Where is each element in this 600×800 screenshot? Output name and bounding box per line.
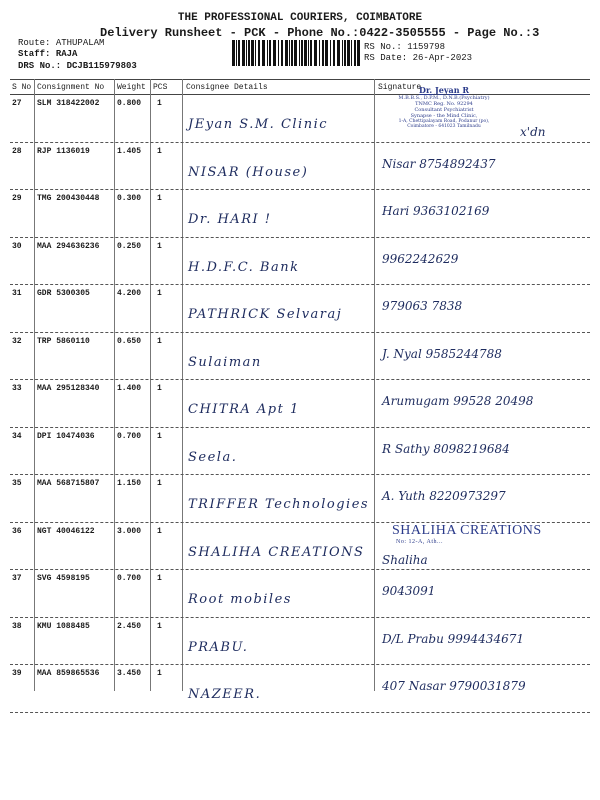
row-consignee-handwriting: Sulaiman — [188, 354, 262, 370]
barcode-bar — [258, 40, 260, 66]
barcode-bar — [314, 40, 317, 66]
row-consignment-no: GDR 5300305 — [37, 289, 90, 298]
row-pcs: 1 — [157, 289, 162, 298]
drs-line — [18, 61, 137, 71]
barcode-bar — [330, 40, 331, 66]
row-signature-handwriting: J. Nyal 9585244788 — [382, 346, 502, 361]
col-consignment: Consignment No — [37, 83, 105, 92]
company-title: THE PROFESSIONAL COURIERS, COIMBATORE — [177, 12, 423, 24]
row-separator — [10, 189, 590, 190]
row-weight: 0.650 — [117, 336, 142, 346]
doctor-reg: TNMC Reg. No. 92294 — [415, 101, 473, 107]
row-sno: 29 — [12, 194, 22, 203]
barcode-bar — [294, 40, 297, 66]
row-consignment-no: SLM 318422002 — [37, 99, 100, 108]
barcode-bar — [232, 40, 235, 66]
row-consignee-handwriting: H.D.F.C. Bank — [188, 259, 300, 275]
row-signature-handwriting: Nisar 8754892437 — [382, 156, 496, 171]
row-sno: 35 — [12, 479, 22, 488]
barcode-bar — [285, 40, 288, 66]
col-consignee: Consignee Details — [186, 83, 268, 92]
row-weight: 0.300 — [117, 194, 142, 203]
row-weight: 1.150 — [117, 479, 142, 488]
row-consignment-no: MAA 295128340 — [37, 384, 100, 393]
row-separator — [10, 712, 590, 713]
barcode-bar — [310, 40, 312, 66]
rs-no-label: RS No.: — [364, 42, 402, 52]
barcode-bar — [357, 40, 360, 66]
staff-value: RAJA — [55, 49, 78, 59]
row-signature-handwriting: 9043091 — [382, 584, 436, 598]
row-sno: 31 — [12, 289, 22, 298]
rs-date-label: RS Date: — [364, 53, 408, 63]
col-weight: Weight — [117, 83, 146, 92]
row-separator — [10, 142, 590, 143]
barcode-bar — [304, 40, 307, 66]
doctor-addr2: Coimbatore - 641023 Tamilnadu — [407, 124, 481, 129]
doctor-clinic: Synapse - the Mind Clinic, — [410, 113, 478, 119]
row-weight: 3.450 — [117, 669, 142, 678]
row-consignment-no: RJP 1136019 — [37, 146, 90, 156]
barcode-bar — [255, 40, 256, 66]
row-weight: 2.450 — [117, 621, 142, 631]
barcode-bar — [354, 40, 356, 66]
col-sno: S No — [12, 83, 32, 92]
barcode-bar — [236, 40, 237, 66]
col-divider — [34, 79, 35, 691]
drs-label: DRS No.: — [18, 61, 62, 71]
row-sno: 36 — [12, 526, 22, 536]
row-separator — [10, 474, 590, 475]
barcode-bar — [301, 40, 303, 66]
row-consignee-handwriting: Dr. HARI ! — [188, 212, 272, 227]
runsheet-subtitle: Delivery Runsheet - PCK - Phone No.:0422-3505555 - Page No.:3 — [100, 26, 540, 40]
row-consignee-handwriting: SHALIHA CREATIONS — [188, 544, 365, 560]
barcode-bar — [322, 40, 324, 66]
row-sno: 28 — [12, 146, 22, 156]
barcode-bar — [248, 40, 250, 66]
staff-label: Staff: — [18, 49, 51, 59]
row-weight: 4.200 — [117, 289, 142, 298]
row-consignee-handwriting: PRABU. — [188, 639, 249, 655]
staff-line — [18, 49, 77, 59]
row-sno: 37 — [12, 574, 22, 583]
barcode-bar — [267, 40, 268, 66]
row-signature-handwriting: D/L Prabu 9994434671 — [382, 631, 524, 646]
barcode-bar — [291, 40, 293, 66]
row-pcs: 1 — [157, 669, 162, 678]
barcode-bar — [347, 40, 350, 66]
row-sno: 30 — [12, 241, 22, 251]
col-signature: Signature — [378, 83, 422, 92]
rs-date-line — [364, 53, 472, 63]
row-consignee-handwriting: Seela. — [188, 449, 238, 465]
row-consignment-no: MAA 568715807 — [37, 479, 100, 488]
row-consignee-handwriting: NISAR (House) — [188, 164, 309, 180]
row-sno: 38 — [12, 621, 22, 631]
row-pcs: 1 — [157, 194, 162, 203]
barcode-bar — [251, 40, 254, 66]
row-consignment-no: NGT 40046122 — [37, 526, 95, 536]
doctor-role: Consultant Psychiatrist — [414, 107, 474, 113]
row-sno: 33 — [12, 384, 22, 393]
row-separator — [10, 617, 590, 618]
row-weight: 1.400 — [117, 384, 142, 393]
col-divider — [182, 79, 183, 691]
row-separator — [10, 332, 590, 333]
barcode — [232, 40, 360, 66]
row-pcs: 1 — [157, 431, 162, 441]
row-pcs: 1 — [157, 146, 162, 156]
barcode-bar — [319, 40, 320, 66]
row-weight: 3.000 — [117, 526, 142, 536]
shaliha-stamp — [392, 523, 542, 545]
route-label: Route: — [18, 38, 51, 48]
row-weight: 0.700 — [117, 431, 142, 441]
barcode-bar — [333, 40, 335, 66]
doctor-name: Dr. Jeyan R — [419, 85, 469, 95]
row-separator — [10, 427, 590, 428]
col-pcs: PCS — [153, 83, 168, 92]
barcode-bar — [337, 40, 340, 66]
barcode-bar — [269, 40, 271, 66]
row-separator — [10, 664, 590, 665]
row-separator — [10, 284, 590, 285]
row-consignment-no: KMU 1088485 — [37, 621, 90, 631]
rs-no-value: 1159798 — [407, 42, 446, 52]
row-separator — [10, 569, 590, 570]
row-consignee-handwriting: PATHRICK Selvaraj — [188, 307, 343, 322]
barcode-bar — [344, 40, 346, 66]
drs-value: DCJB115979803 — [66, 61, 137, 71]
row-pcs: 1 — [157, 479, 162, 488]
row-sno: 34 — [12, 431, 22, 441]
barcode-bar — [289, 40, 290, 66]
row-consignee-handwriting: JEyan S.M. Clinic — [188, 117, 329, 132]
row-consignee-handwriting: CHITRA Apt 1 — [188, 402, 300, 417]
row-consignment-no: DPI 10474036 — [37, 431, 95, 441]
row-pcs: 1 — [157, 99, 162, 108]
table-top-rule — [10, 79, 590, 80]
col-divider — [150, 79, 151, 691]
row-signature-handwriting: x'dn — [520, 125, 546, 139]
row-signature-handwriting: R Sathy 8098219684 — [382, 441, 510, 456]
row-consignee-handwriting: TRIFFER Technologies — [188, 497, 370, 512]
row-weight: 0.800 — [117, 99, 142, 108]
row-weight: 1.405 — [117, 146, 142, 156]
row-pcs: 1 — [157, 526, 162, 536]
row-consignee-handwriting: NAZEER. — [188, 687, 262, 702]
barcode-bar — [262, 40, 265, 66]
row-separator — [10, 379, 590, 380]
row-pcs: 1 — [157, 574, 162, 583]
row-signature-handwriting: 9962242629 — [382, 251, 459, 266]
barcode-bar — [246, 40, 247, 66]
barcode-bar — [242, 40, 245, 66]
barcode-bar — [351, 40, 352, 66]
row-sno: 39 — [12, 669, 22, 678]
route-value: ATHUPALAM — [55, 38, 105, 48]
col-divider — [114, 79, 115, 691]
row-signature-handwriting: A. Yuth 8220973297 — [382, 489, 506, 503]
row-weight: 0.250 — [117, 241, 142, 251]
barcode-bar — [238, 40, 240, 66]
row-consignment-no: TMG 200430448 — [37, 194, 100, 203]
row-signature-handwriting: Hari 9363102169 — [382, 204, 490, 218]
barcode-bar — [278, 40, 279, 66]
doctor-addr1: 1-A, Chettipalayam Road, Podanur (po), — [398, 119, 490, 124]
doctor-quals: M.B.B.S., D.P.M., D.N.B.(Psychiatry) — [398, 95, 490, 101]
barcode-bar — [281, 40, 283, 66]
rs-no-line — [364, 42, 445, 52]
barcode-bar — [299, 40, 300, 66]
col-divider — [374, 79, 375, 691]
row-signature-handwriting: Arumugam 99528 20498 — [382, 394, 534, 408]
row-consignment-no: TRP 5860110 — [37, 336, 90, 346]
row-pcs: 1 — [157, 336, 162, 346]
barcode-bar — [342, 40, 343, 66]
barcode-bar — [273, 40, 276, 66]
route-line — [18, 38, 104, 48]
row-consignment-no: SVG 4598195 — [37, 574, 90, 583]
row-signature-handwriting: Shaliha — [382, 552, 428, 567]
row-consignee-handwriting: Root mobiles — [188, 592, 292, 607]
doctor-stamp — [384, 85, 504, 129]
row-pcs: 1 — [157, 621, 162, 631]
row-pcs: 1 — [157, 384, 162, 393]
row-sno: 27 — [12, 99, 22, 108]
row-signature-handwriting: 979063 7838 — [382, 299, 463, 313]
row-separator — [10, 237, 590, 238]
row-weight: 0.700 — [117, 574, 142, 583]
row-signature-handwriting: 407 Nasar 9790031879 — [382, 679, 526, 693]
row-pcs: 1 — [157, 241, 162, 251]
barcode-bar — [308, 40, 309, 66]
row-consignment-no: MAA 859865536 — [37, 669, 100, 678]
rs-date-value: 26-Apr-2023 — [412, 53, 473, 63]
row-sno: 32 — [12, 336, 22, 346]
shaliha-sub: No: 12-A, Ath... — [396, 539, 443, 545]
row-consignment-no: MAA 294636236 — [37, 241, 100, 251]
barcode-bar — [325, 40, 328, 66]
shaliha-name: SHALIHA CREATIONS — [392, 523, 542, 538]
